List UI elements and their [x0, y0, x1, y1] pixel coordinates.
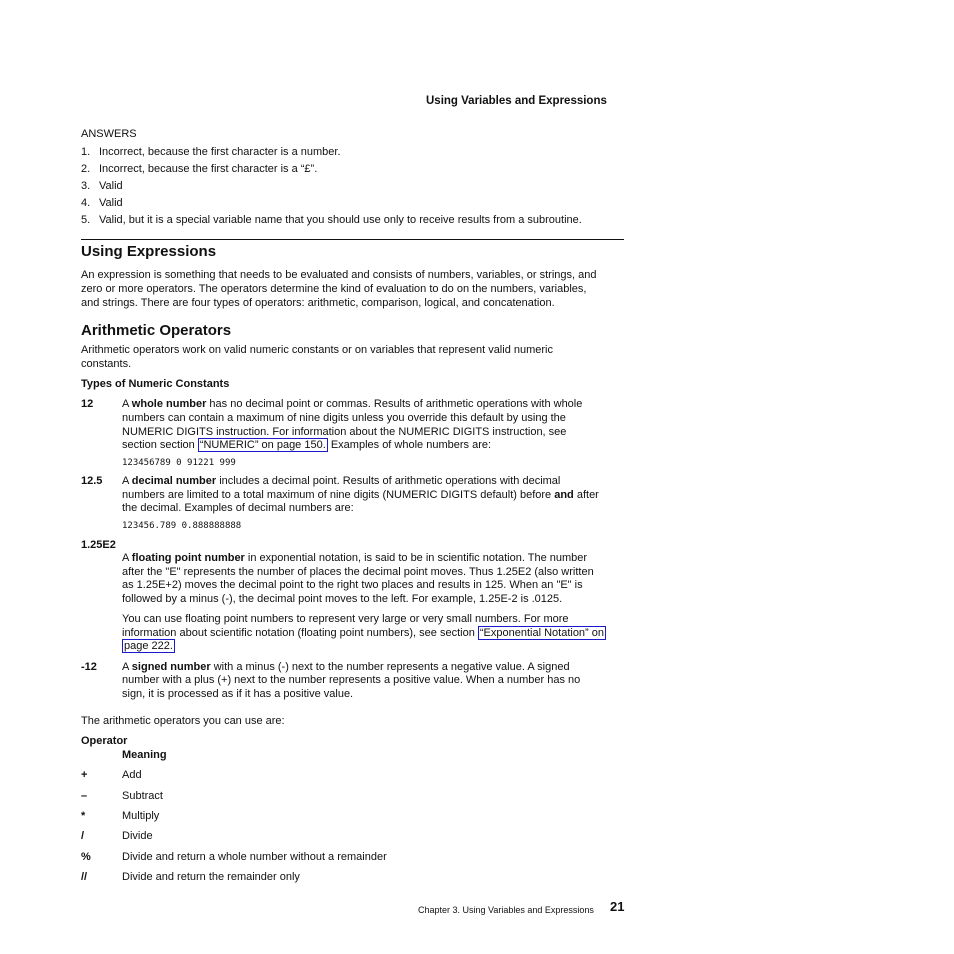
operator-symbol: % [81, 851, 91, 863]
list-item-text: Incorrect, because the first character is a number. [99, 146, 341, 158]
definition-line: numbers are limited to a total maximum of nine digits (NUMERIC DIGITS default) before and after [122, 489, 599, 501]
operator-symbol: * [81, 810, 86, 822]
term-signed-number: -12 [81, 661, 97, 673]
term-decimal-number: 12.5 [81, 475, 103, 487]
code-example: 123456789 0 91221 999 [122, 458, 236, 468]
exponential-notation-link[interactable]: “Exponential Notation” on [479, 627, 605, 639]
operator-meaning: Add [122, 769, 142, 781]
paragraph-line: and strings. There are four types of operators: arithmetic, comparison, logical, and concatenation. [81, 297, 555, 309]
paragraph-line: zero or more operators. The operators determine the kind of evaluation to do on the numbers, variables, [81, 283, 587, 295]
definition-line: A signed number with a minus (-) next to the number represents a negative value. A signed [122, 661, 570, 673]
term-floating-point-number: 1.25E2 [81, 539, 116, 551]
list-item-number: 1. [81, 146, 91, 158]
operator-meaning: Multiply [122, 810, 160, 822]
operator-meaning: Subtract [122, 790, 163, 802]
answers-label: ANSWERS [81, 128, 137, 140]
paragraph-line: Arithmetic operators work on valid numeric constants or on variables that represent valid numeric [81, 344, 553, 356]
exponential-notation-link-continued[interactable]: page 222. [124, 640, 173, 652]
definition-line: section section “NUMERIC” on page 150. Examples of whole numbers are: [122, 439, 492, 451]
list-item-text: Valid [99, 197, 123, 209]
running-head: Using Variables and Expressions [426, 95, 607, 107]
definition-line: the decimal. Examples of decimal numbers are: [122, 502, 354, 514]
operator-column-header: Operator [81, 735, 128, 747]
definition-line: numbers can contain a maximum of nine digits unless you override this default by using the [122, 412, 566, 424]
paragraph-line: constants. [81, 358, 132, 370]
footer-chapter-title: Chapter 3. Using Variables and Expressions [418, 905, 594, 915]
numeric-page-link[interactable]: “NUMERIC” on page 150. [199, 439, 326, 451]
operator-symbol: + [81, 769, 88, 781]
definition-line: followed by a minus (-), the decimal point moves to the left. For example, 1.25E-2 is .0125. [122, 593, 563, 605]
definition-line: sign, it is processed as if it has a positive value. [122, 688, 354, 700]
meaning-column-header: Meaning [122, 749, 167, 761]
section-heading-using-expressions: Using Expressions [81, 243, 217, 260]
list-item-text: Valid, but it is a special variable name that you should use only to receive results from a subroutine. [99, 214, 582, 226]
code-example: 123456.789 0.888888888 [122, 521, 242, 531]
paragraph-line: An expression is something that needs to be evaluated and consists of numbers, variables, or strings, and [81, 269, 597, 281]
definition-line: number with a plus (+) next to the number represents a positive value. When a number has no [122, 674, 581, 686]
page-number: 21 [610, 899, 625, 914]
operator-symbol: / [81, 830, 85, 842]
definition-line [122, 639, 624, 653]
section-heading-arithmetic-operators: Arithmetic Operators [81, 322, 232, 339]
operator-meaning: Divide and return a whole number without a remainder [122, 851, 387, 863]
definition-line: A floating point number in exponential notation, is said to be in scientific notation. The number [122, 552, 588, 564]
definition-line: A decimal number includes a decimal point. Results of arithmetic operations with decimal [122, 475, 561, 487]
definition-line: You can use floating point numbers to represent very large or very small numbers. For more [122, 613, 569, 625]
operator-symbol: – [81, 790, 88, 802]
term-whole-number: 12 [81, 398, 94, 410]
section-divider [81, 239, 624, 240]
list-item-number: 2. [81, 163, 91, 175]
list-item-text: Valid [99, 180, 123, 192]
definition-line: after the "E" represents the number of places the decimal point moves. Thus 1.25E2 (also written [122, 566, 594, 578]
definition-line: A whole number has no decimal point or commas. Results of arithmetic operations with whole [122, 398, 583, 410]
operators-intro: The arithmetic operators you can use are: [81, 715, 285, 727]
operator-symbol: // [81, 871, 88, 883]
list-item-number: 4. [81, 197, 91, 209]
definition-line: information about scientific notation (floating point numbers), see section “Exponential Notation” on [122, 627, 605, 639]
operator-meaning: Divide and return the remainder only [122, 871, 300, 883]
definition-line: NUMERIC DIGITS instruction. For information about the NUMERIC DIGITS instruction, see [122, 426, 567, 438]
subheading-types-of-numeric-constants: Types of Numeric Constants [81, 378, 230, 390]
list-item-text: Incorrect, because the first character is a “£”. [99, 163, 318, 175]
definition-line: as 1.25E+2) moves the decimal point to the right two places and results in 125. When an "E" is [122, 579, 583, 591]
operator-meaning: Divide [122, 830, 153, 842]
list-item-number: 3. [81, 180, 91, 192]
list-item-number: 5. [81, 214, 91, 226]
